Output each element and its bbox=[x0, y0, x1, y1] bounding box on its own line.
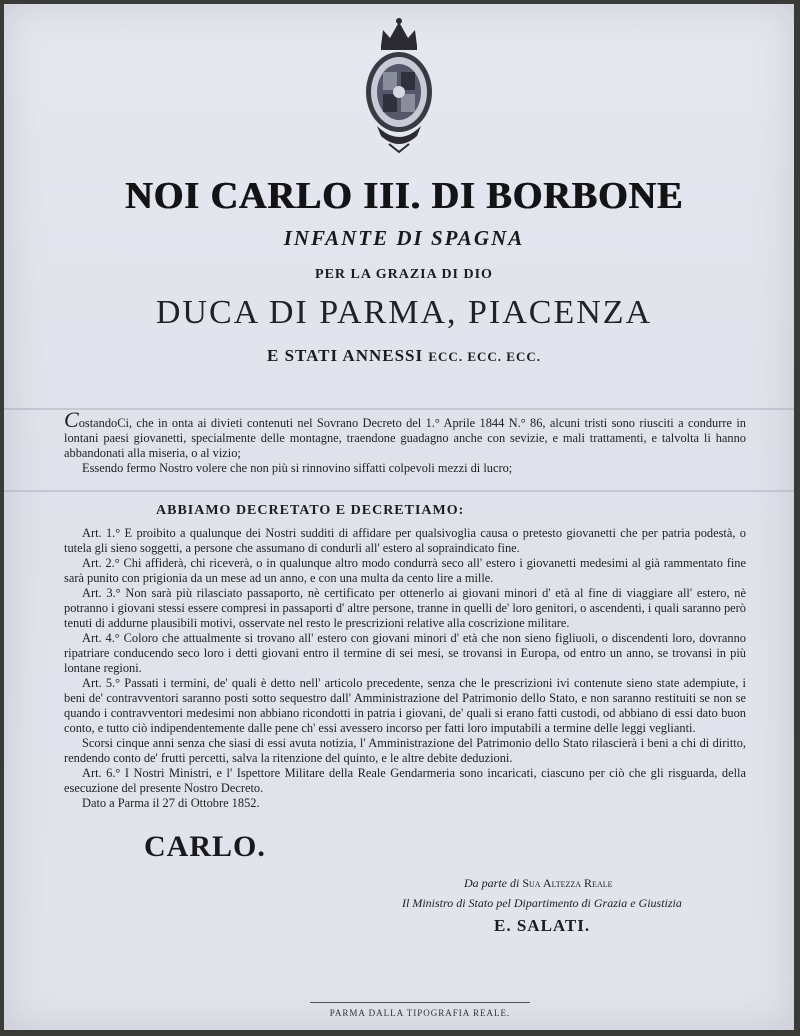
royal-coat-of-arms-icon bbox=[359, 14, 439, 154]
printer-imprint: PARMA DALLA TIPOGRAFIA REALE. bbox=[329, 1008, 511, 1018]
decree-sheet bbox=[4, 4, 794, 1030]
article-1: Art. 1.° E proibito a qualunque dei Nostri sudditi di affidare per qualsivoglia causa o pretesto giovanetti che per patria podestà, o tutela gli sieno soggetti, a persone che assumano di condurli all' estero al sopraindicato fine. bbox=[64, 526, 746, 555]
decree-date: Dato a Parma il 27 di Ottobre 1852. bbox=[82, 796, 260, 810]
authority-royal-title: Sua Altezza Reale bbox=[522, 876, 613, 890]
grace-line: PER LA GRAZIA DI DIO bbox=[315, 267, 493, 282]
authority-prefix: Da parte di bbox=[464, 876, 520, 890]
minister-signature: E. SALATI. bbox=[494, 916, 591, 935]
drop-cap: C bbox=[64, 407, 79, 432]
paper-fold-line bbox=[4, 408, 794, 410]
states-line bbox=[4, 346, 794, 366]
ecc-text: ECC. ECC. ECC. bbox=[428, 349, 541, 364]
article-3: Art. 3.° Non sarà più rilasciato passaporto, nè certificato per ottenerlo ai giovani minori d' età al fine di viaggiare all' estero, nè potranno i giovani stessi essere compresi in passaporti d' altre persone, tranne in quelli de' loro genitori, o ascendenti, i quali saranno però tenuti di addurne plausibili motivi, osservate nel resto le prescrizioni relative alla coscrizione militare. bbox=[64, 586, 746, 630]
article-4: Art. 4.° Coloro che attualmente si trovano all' estero con giovani minori d' età che non sieno figliuoli, o discendenti loro, dovranno ripatriare conducendo seco loro i detti giovani entro il termine di sei mesi, se trovansi in Europa, od entro un anno, se trovansi in più lontane regioni. bbox=[64, 631, 746, 675]
decree-heading: ABBIAMO DECRETATO E DECRETIAMO: bbox=[156, 503, 465, 518]
infante-title: INFANTE DI SPAGNA bbox=[283, 226, 525, 250]
preamble-paragraph: Essendo fermo Nostro volere che non più si rinnovino siffatti colpevoli mezzi di lucro; bbox=[82, 461, 513, 475]
sovereign-title: NOI CARLO III. DI BORBONE bbox=[124, 175, 684, 217]
preamble-paragraph bbox=[64, 407, 746, 461]
paper-fold-line bbox=[4, 490, 794, 492]
articles-list bbox=[64, 526, 746, 811]
preamble bbox=[64, 407, 746, 476]
authority-line-1 bbox=[464, 876, 613, 891]
duke-title: DUCA DI PARMA, PIACENZA bbox=[155, 294, 653, 331]
article-2: Art. 2.° Chi affiderà, chi riceverà, o in qualunque altro modo condurrà seco all' estero i giovanetti medesimi al già rammentato fine sarà punito con prigionia da un mese ad un anno, e con una multa da cento lire a mille. bbox=[64, 556, 746, 585]
article-5: Art. 5.° Passati i termini, de' quali è detto nell' articolo precedente, senza che le prescrizioni ivi contenute sieno state adempiute, i beni de' contravventori saranno posti sotto sequestro dall' Amministrazione del Patrimonio dello Stato, e non saranno restituiti se non se quando i contravventori medesimi non abbiano ricondotti in patria i giovani, de' quali si erano fatti custodi, od abbiano di essi dato buon conto, e tutto ciò indipendentemente dalle pene ch' essi avessero incorso per fatti loro imputabili a termine delle leggi veglianti. bbox=[64, 676, 746, 735]
article-5-continued: Scorsi cinque anni senza che siasi di essi avuta notizia, l' Amministrazione del Patrimonio dello Stato rilascierà i beni a chi di diritto, rendendo conto de' frutti percetti, salva la ritenzione del quinto, e le altre debite deduzioni. bbox=[64, 736, 746, 765]
preamble-text: ostandoCi, che in onta ai divieti contenuti nel Sovrano Decreto del 1.° Aprile 1844 N.° 86, alcuni tristi sono riusciti a condurre in lontani paesi giovanetti, specialmente delle montagne, traendone guadagno anche con sevizie, e mali trattamenti, e talvolta li hanno abbandonati alla miseria, o al vizio; bbox=[64, 416, 746, 460]
printer-divider bbox=[310, 1002, 530, 1003]
states-text: E STATI ANNESSI bbox=[267, 346, 424, 365]
sovereign-signature: CARLO. bbox=[144, 830, 266, 863]
authority-minister: Il Ministro di Stato pel Dipartimento di Grazia e Giustizia bbox=[402, 896, 682, 910]
article-6: Art. 6.° I Nostri Ministri, e l' Ispettore Militare della Reale Gendarmeria sono incaricati, ciascuno per ciò che gli risguarda, della esecuzione del presente Nostro Decreto. bbox=[64, 766, 746, 795]
